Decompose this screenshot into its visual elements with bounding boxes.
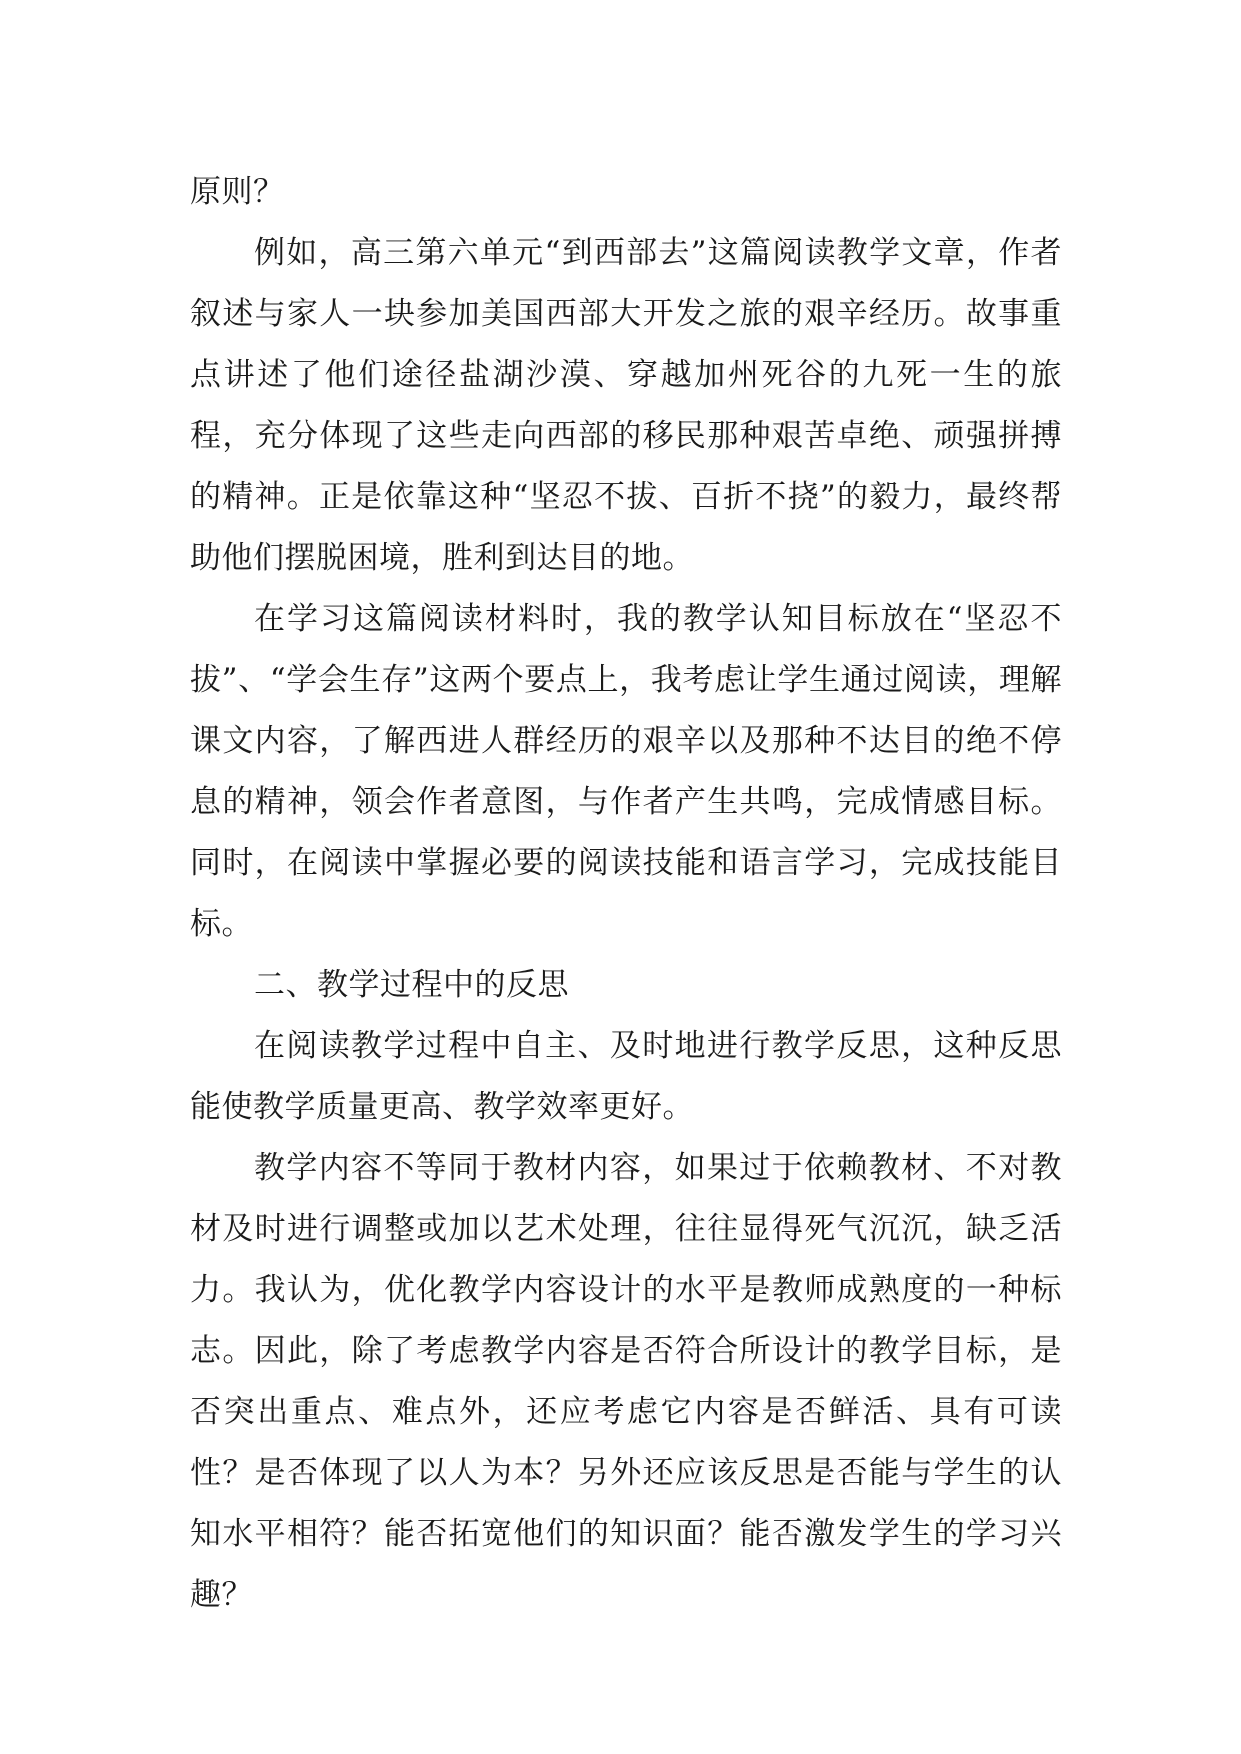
paragraph-content-design: 教学内容不等同于教材内容，如果过于依赖教材、不对教材及时进行调整或加以艺术处理，往往显得死气沉沉，缺乏活力。我认为，优化教学内容设计的水平是教师成熟度的一种标志。因此，除了考虑教学内容是否符合所设计的教学目标，是否突出重点、难点外，还应考虑它内容是否鲜活、具有可读性？是否体现了以人为本？另外还应该反思是否能与学生的认知水平相符？能否拓宽他们的知识面？能否激发学生的学习兴趣？ bbox=[190, 1150, 1062, 1613]
document-body bbox=[190, 162, 1062, 1626]
paragraph-learning-goals: 在学习这篇阅读材料时，我的教学认知目标放在“坚忍不拔”、“学会生存”这两个要点上，我考虑让学生通过阅读，理解课文内容，了解西进人群经历的艰辛以及那种不达目的绝不停息的精神，领会作者意图，与作者产生共鸣，完成情感目标。同时，在阅读中掌握必要的阅读技能和语言学习，完成技能目标。 bbox=[190, 601, 1062, 942]
paragraph-continuation: 原则？ bbox=[190, 174, 285, 210]
section-heading: 二、教学过程中的反思 bbox=[254, 967, 569, 1003]
paragraph-reflection-intro: 在阅读教学过程中自主、及时地进行教学反思，这种反思能使教学质量更高、教学效率更好。 bbox=[190, 1028, 1062, 1125]
paragraph-example: 例如，高三第六单元“到西部去”这篇阅读教学文章，作者叙述与家人一块参加美国西部大开发之旅的艰辛经历。故事重点讲述了他们途径盐湖沙漠、穿越加州死谷的九死一生的旅程，充分体现了这些走向西部的移民那种艰苦卓绝、顽强拼搏的精神。正是依靠这种“坚忍不拔、百折不挠”的毅力，最终帮助他们摆脱困境，胜利到达目的地。 bbox=[190, 235, 1062, 576]
